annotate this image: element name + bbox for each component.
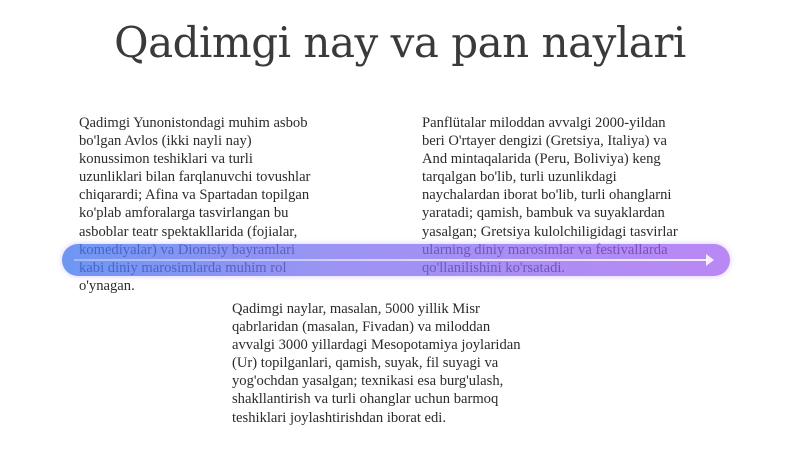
text-line: Qadimgi Yunonistondagi muhim asbob [79,115,308,131]
text-line: beri O'rtayer dengizi (Gretsiya, Italiya) va [422,133,667,150]
text-line: yasalgan; Gretsiya kulolchiligidagi tasvirlar [422,223,678,240]
loading-progress-bar [62,244,730,276]
text-line: yog'ochdan yasalgan; texnikasi esa burg'ulash, [232,373,504,390]
text-line: tarqalgan bo'lib, turli uzunlikdagi [422,169,617,186]
text-line: konussimon teshiklari va turli [79,151,253,168]
text-line: teshiklari joylashtirishdan iborat edi. [232,409,446,426]
text-line: bo'lgan Avlos (ikki nayli nay) [79,133,252,150]
text-line: naychalardan iborat bo'lib, turli ohanglarni [422,187,672,204]
slide-title: Qadimgi nay va pan naylari [114,18,686,67]
bottom-text-block [232,300,521,427]
arrow-right-icon [706,254,714,266]
text-line: ko'plab amforalarga tasvirlangan bu [79,205,289,222]
text-line: uzunliklari bilan farqlanuvchi tovushlar [79,169,311,186]
progress-track [74,259,708,261]
text-line: asboblar teatr spektakllarida (fojialar, [79,223,298,240]
text-line: avvalgi 3000 yillardagi Mesopotamiya joylaridan [232,337,521,354]
text-line: Panflütalar miloddan avvalgi 2000-yildan [422,115,666,131]
text-line: And mintaqalarida (Peru, Boliviya) keng [422,151,661,168]
text-line: shakllantirish va turli ohanglar uchun barmoq [232,391,499,408]
text-line: (Ur) topilganlari, qamish, suyak, fil suyagi va [232,355,499,372]
text-line: yaratadi; qamish, bambuk va suyaklardan [422,205,665,222]
text-line: o'ynagan. [79,277,135,294]
text-line: Qadimgi naylar, masalan, 5000 yillik Misr [232,301,480,317]
text-line: qabrlaridan (masalan, Fivadan) va miloddan [232,319,491,336]
text-line: chiqarardi; Afina va Spartadan topilgan [79,187,310,204]
